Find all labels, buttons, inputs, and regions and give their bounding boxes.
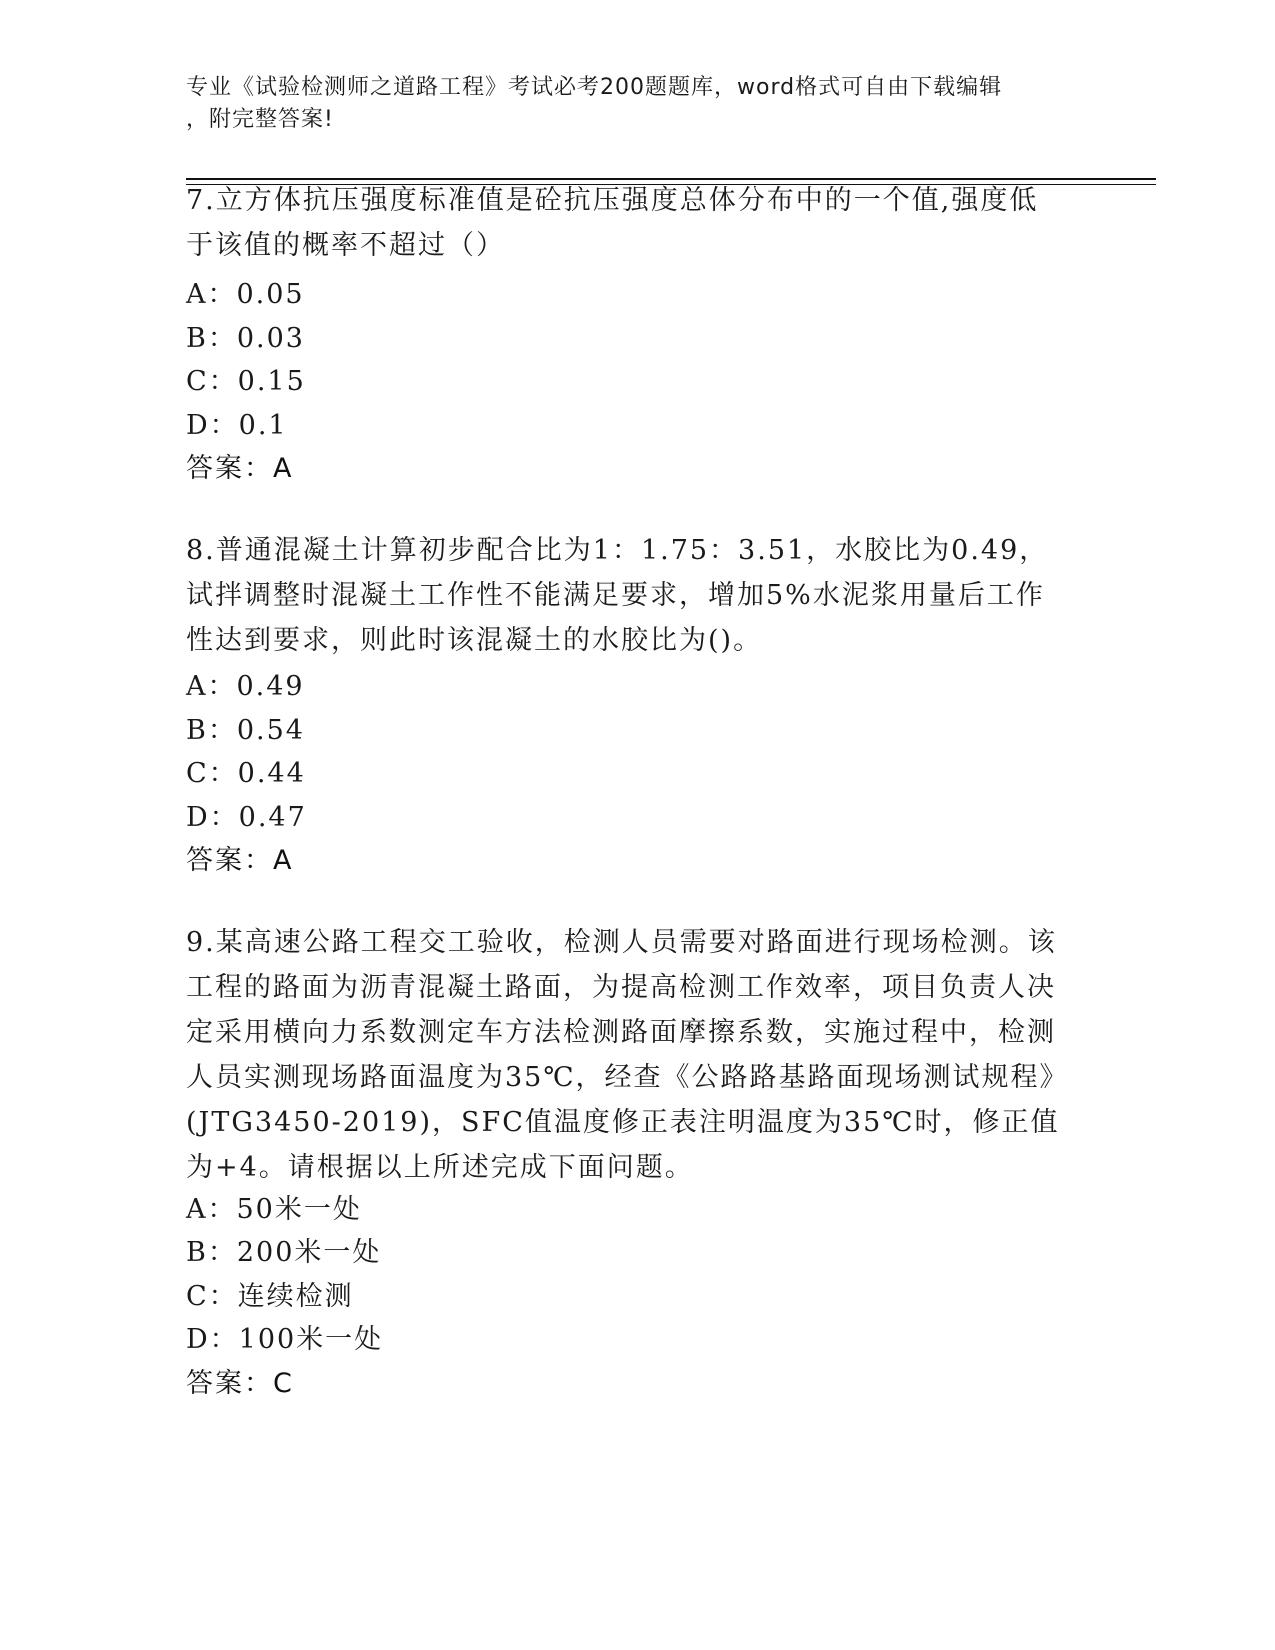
question-7-answer: 答案：A <box>186 453 294 484</box>
document-header <box>186 72 1066 136</box>
question-9-option-a: A：50米一处 <box>186 1194 362 1225</box>
header-line-1: 专业《试验检测师之道路工程》考试必考200题题库，word格式可自由下载编辑 <box>186 75 1003 100</box>
question-7-option-a: A：0.05 <box>186 279 305 310</box>
question-8-option-a: A：0.49 <box>186 671 305 702</box>
question-9-option-d: D：100米一处 <box>186 1324 384 1355</box>
question-8-option-b: B：0.54 <box>186 715 305 746</box>
question-8-option-d: D：0.47 <box>186 802 307 833</box>
question-8-answer: 答案：A <box>186 845 294 876</box>
question-7-option-b: B：0.03 <box>186 323 305 354</box>
question-8-text: 8.普通混凝土计算初步配合比为1：1.75：3.51，水胶比为0.49，试拌调整时混凝土工作性不能满足要求，增加5%水泥浆用量后工作性达到要求，则此时该混凝土的水胶比为()。 <box>186 535 1049 656</box>
question-9-option-c: C：连续检测 <box>186 1281 354 1312</box>
question-7-text: 7.立方体抗压强度标准值是砼抗压强度总体分布中的一个值,强度低于该值的概率不超过（） <box>186 185 1039 261</box>
question-7-option-d: D：0.1 <box>186 410 288 441</box>
header-line-2: ，附完整答案! <box>186 107 334 132</box>
question-9-option-b: B：200米一处 <box>186 1237 382 1268</box>
question-7-option-c: C：0.15 <box>186 366 306 397</box>
question-8-option-c: C：0.44 <box>186 758 306 789</box>
question-9-answer: 答案：C <box>186 1368 294 1399</box>
question-9-text: 9.某高速公路工程交工验收，检测人员需要对路面进行现场检测。该工程的路面为沥青混凝土路面，为提高检测工作效率，项目负责人决定采用横向力系数测定车方法检测路面摩擦系数，实施过程中，检测人员实测现场路面温度为35℃，经查《公路路基路面现场测试规程》(JTG3450-2019)，SFC值温度修正表注明温度为35℃时，修正值为+4。请根据以上所述完成下面问题。 <box>186 927 1060 1183</box>
